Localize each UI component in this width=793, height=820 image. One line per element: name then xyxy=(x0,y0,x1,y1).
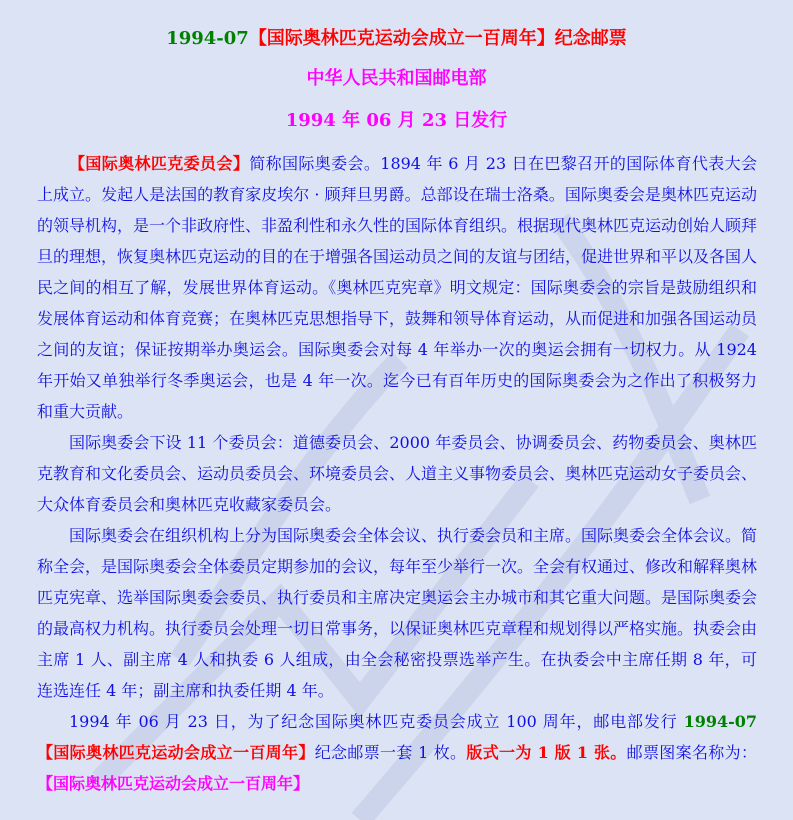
stamp-name: 【国际奥林匹克运动会成立一百周年】纪念邮票 xyxy=(248,28,627,49)
issuer: 中华人民共和国邮电部 xyxy=(306,68,487,89)
stamp-title xyxy=(0,26,793,64)
paragraph-text: 简称国际奥委会。1894 年 6 月 23 日在巴黎召开的国际体育代表大会上成立。发起人是法国的教育家皮埃尔 · 顾拜旦男爵。总部设在瑞士洛桑。国际奥委会是奥林匹克运动的领导机构，是一个非政府性、非盈利性和永久性的国际体育组织。根据现代奥林匹克运动创始人顾拜旦的理想，恢复奥林匹克运动的目的在于增强各国运动员之间的友谊与团结，促进世界和平以及各国人民之间的相互了解，发展世界体育运动。《奥林匹克宪章》明文规定：国际奥委会的宗旨是鼓励组织和发展体育运动和体育竞赛；在奥林匹克思想指导下，鼓舞和领导体育运动，从而促进和加强各国运动员之间的友谊；保证按期举办奥运会。国际奥委会对每 4 年举办一次的奥运会拥有一切权力。从 1924 年开始又单独举行冬季奥运会，也是 4 年一次。迄今已有百年历史的国际奥委会为之作出了积极努力和重大贡献。 xyxy=(37,154,758,421)
issue-date: 1994 年 06 月 23 日发行 xyxy=(285,110,508,131)
ioc-heading: 【国际奥林匹克委员会】 xyxy=(69,154,250,173)
page-header xyxy=(0,0,793,148)
paragraph-text: 纪念邮票一套 1 枚。 xyxy=(314,743,467,762)
stamp-design-name: 【国际奥林匹克运动会成立一百周年】 xyxy=(37,774,310,793)
paragraph-ioc-intro xyxy=(37,148,757,427)
stamp-name-inline: 【国际奥林匹克运动会成立一百周年】 xyxy=(37,743,315,762)
paragraph-structure: 国际奥委会在组织机构上分为国际奥委会全体会议、执行委会员和主席。国际奥委会全体会议。简称全会，是国际奥委会全体委员定期参加的会议，每年至少举行一次。全会有权通过、修改和解释奥林匹克宪章、选举国际奥委会委员、执行委员和主席决定奥运会主办城市和其它重大问题。是国际奥委会的最高权力机构。执行委员会处理一切日常事务，以保证奥林匹克章程和规划得以严格实施。执委会由主席 1 人、副主席 4 人和执委 6 人组成，由全会秘密投票选举产生。在执委会中主席任期 8 年，可连选连任 4 年；副主席和执委任期 4 年。 xyxy=(37,526,758,700)
paragraph-stamp-issue xyxy=(37,706,757,799)
article-body xyxy=(37,148,757,799)
sheet-format: 版式一为 1 版 1 张。 xyxy=(466,743,627,762)
paragraph-text: 1994 年 06 月 23 日，为了纪念国际奥林匹克委员会成立 100 周年，邮电部发行 xyxy=(69,712,684,731)
paragraph-committees: 国际奥委会下设 11 个委员会：道德委员会、2000 年委员会、协调委员会、药物委员会、奥林匹克教育和文化委员会、运动员委员会、环境委员会、人道主义事物委员会、奥林匹克运动女子委员会、大众体育委员会和奥林匹克收藏家委员会。 xyxy=(37,433,758,514)
paragraph-text: 邮票图案名称为： xyxy=(626,743,757,762)
stamp-code: 1994-07 xyxy=(166,28,249,49)
stamp-code-inline: 1994-07 xyxy=(683,712,757,731)
